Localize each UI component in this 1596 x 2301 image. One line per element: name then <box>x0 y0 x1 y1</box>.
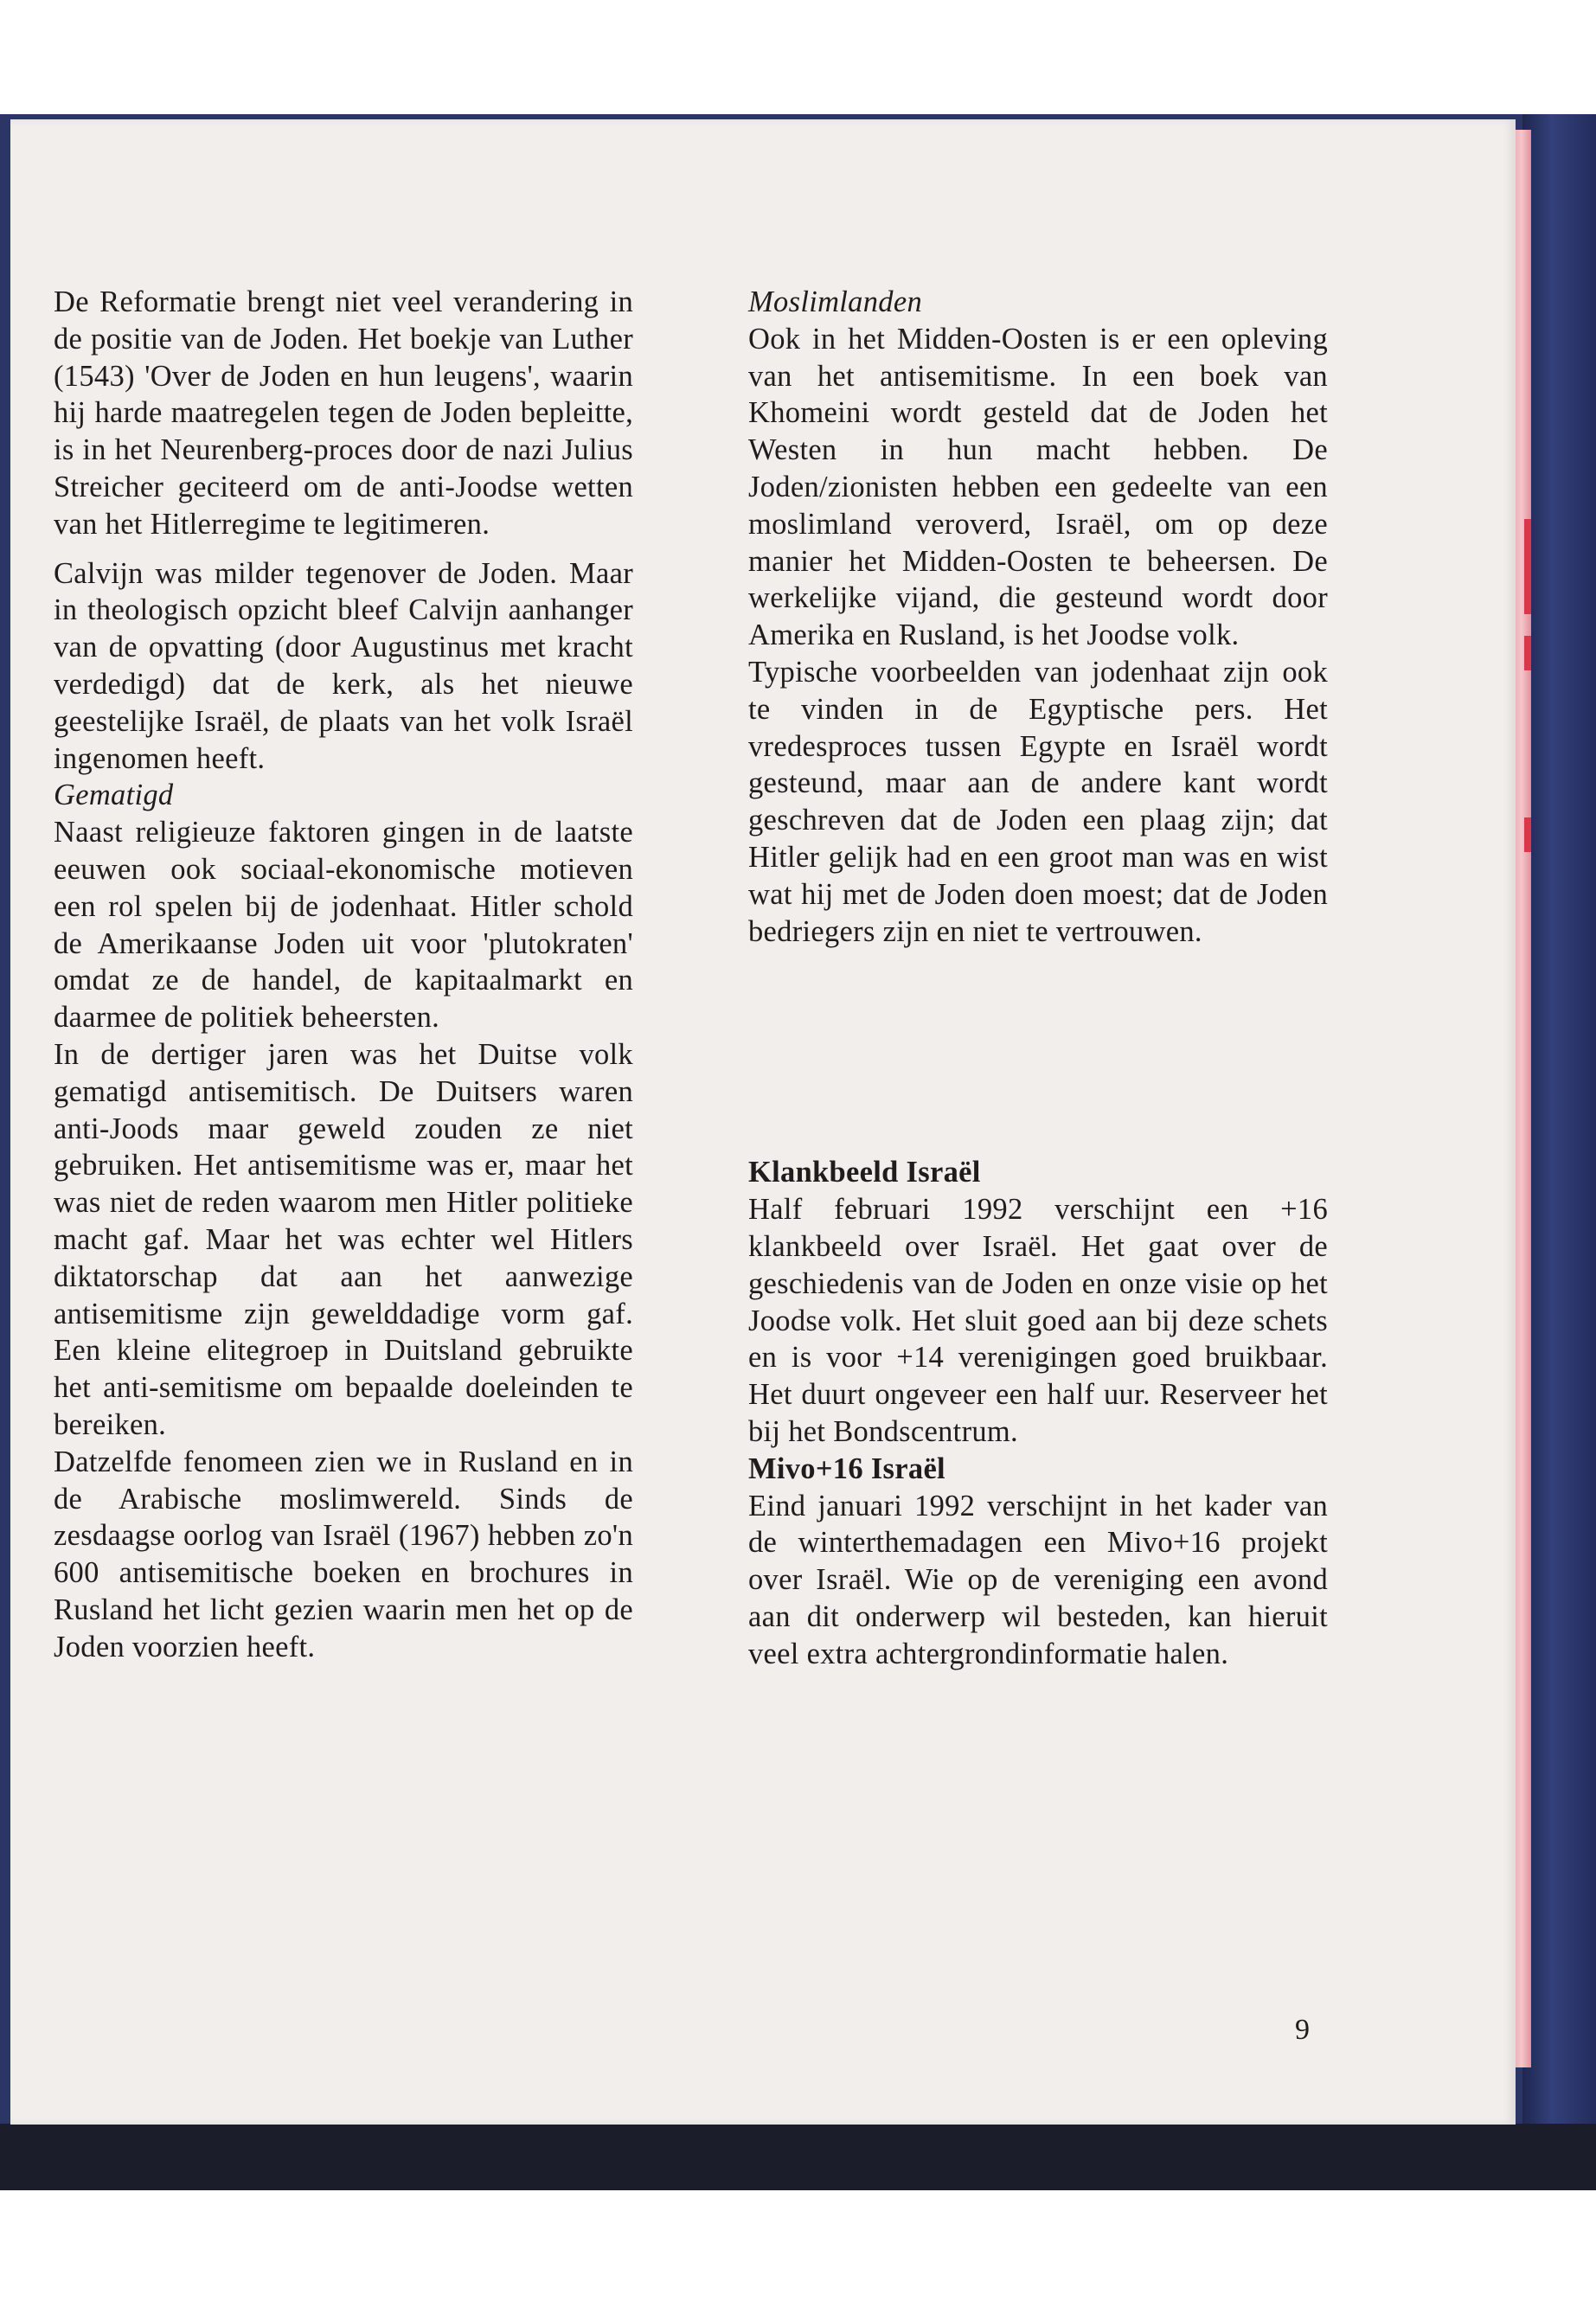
paragraph: Eind januari 1992 verschijnt in het kader van de winterthemadagen een Mivo+16 projekt over Israël. Wie op de vereniging een avond aan dit onderwerp wil besteden, kan hieruit veel extra achtergrondinformatie halen. <box>748 1489 1328 1670</box>
section-heading-mivo: Mivo+16 Israël <box>748 1452 945 1485</box>
tab-marker <box>1524 519 1531 614</box>
section-heading-gematigd: Gematigd <box>54 779 174 812</box>
tab-marker <box>1524 817 1531 852</box>
tab-marker <box>1524 636 1531 670</box>
paragraph: Ook in het Midden-Oosten is er een opleving van het antisemitisme. In een boek van Khomeini wordt gesteld dat de Joden het Westen in hun macht hebben. De Joden/zionisten hebben een gedeelte van een moslimland veroverd, Israël, om op deze manier het Midden-Oosten te beheersen. De werkelijke vijand, die gesteund wordt door Amerika en Rusland, is het Joodse volk. <box>748 322 1328 652</box>
paragraph: Half februari 1992 verschijnt een +16 klankbeeld over Israël. Het gaat over de geschiedenis van de Joden en onze visie op het Joodse volk. Het sluit goed aan bij deze schets en is voor +14 verenigingen goed bruikbaar. Het duurt ongeveer een half uur. Reserveer het bij het Bondscentrum. <box>748 1193 1328 1448</box>
document-page <box>10 119 1516 2125</box>
section-heading-moslimlanden: Moslimlanden <box>748 285 922 318</box>
paragraph: Datzelfde fenomeen zien we in Rusland en in de Arabische moslimwereld. Sinds de zesdaagse oorlog van Israël (1967) hebben zo'n 600 antisemitische boeken en brochures in Rusland het licht gezien waarin men het op de Joden voorzien heeft. <box>54 1445 633 1663</box>
paragraph: Naast religieuze faktoren gingen in de laatste eeuwen ook sociaal-ekonomische motieven een rol spelen bij de jodenhaat. Hitler schold de Amerikaanse Joden uit voor 'plutokraten' omdat ze de handel, de kapitaalmarkt en daarmee de politiek beheersten. <box>54 816 633 1035</box>
left-column <box>54 284 633 1665</box>
right-column <box>748 284 1328 1673</box>
paragraph: De Reformatie brengt niet veel verandering in de positie van de Joden. Het boekje van Luther (1543) 'Over de Joden en hun leugens', waarin hij harde maatregelen tegen de Joden bepleitte, is in het Neurenberg-proces door de nazi Julius Streicher geciteerd om de anti-Joodse wetten van het Hitlerregime te legitimeren. <box>54 285 633 541</box>
page-number: 9 <box>1295 2014 1310 2046</box>
paragraph: Typische voorbeelden van jodenhaat zijn ook te vinden in de Egyptische pers. Het vredesproces tussen Egypte en Israël wordt gesteund, maar aan de andere kant wordt geschreven dat de Joden een plaag zijn; dat Hitler gelijk had en een groot man was en wist wat hij met de Joden doen moest; dat de Joden bedriegers zijn en niet te vertrouwen. <box>748 655 1328 948</box>
section-heading-klankbeeld: Klankbeeld Israël <box>748 1156 981 1189</box>
binder-bottom-edge <box>0 2124 1596 2190</box>
paragraph: Calvijn was milder tegenover de Joden. Maar in theologisch opzicht bleef Calvijn aanhanger van de opvatting (door Augustinus met kracht verdedigd) dat de kerk, als het nieuwe geestelijke Israël, de plaats van het volk Israël ingenomen heeft. <box>54 556 633 775</box>
paragraph: In de dertiger jaren was het Duitse volk gematigd antisemitisch. De Duitsers waren anti-Joods maar geweld zouden ze niet gebruiken. Het antisemitisme was er, maar het was niet de reden waarom men Hitler politieke macht gaf. Maar het was echter wel Hitlers diktatorschap dat aan het aanwezige antisemitisme zijn gewelddadige vorm gaf. Een kleine elitegroep in Duitsland gebruikte het anti-semitisme om bepaalde doeleinden te bereiken. <box>54 1037 633 1441</box>
binder-spine <box>1522 114 1596 2190</box>
